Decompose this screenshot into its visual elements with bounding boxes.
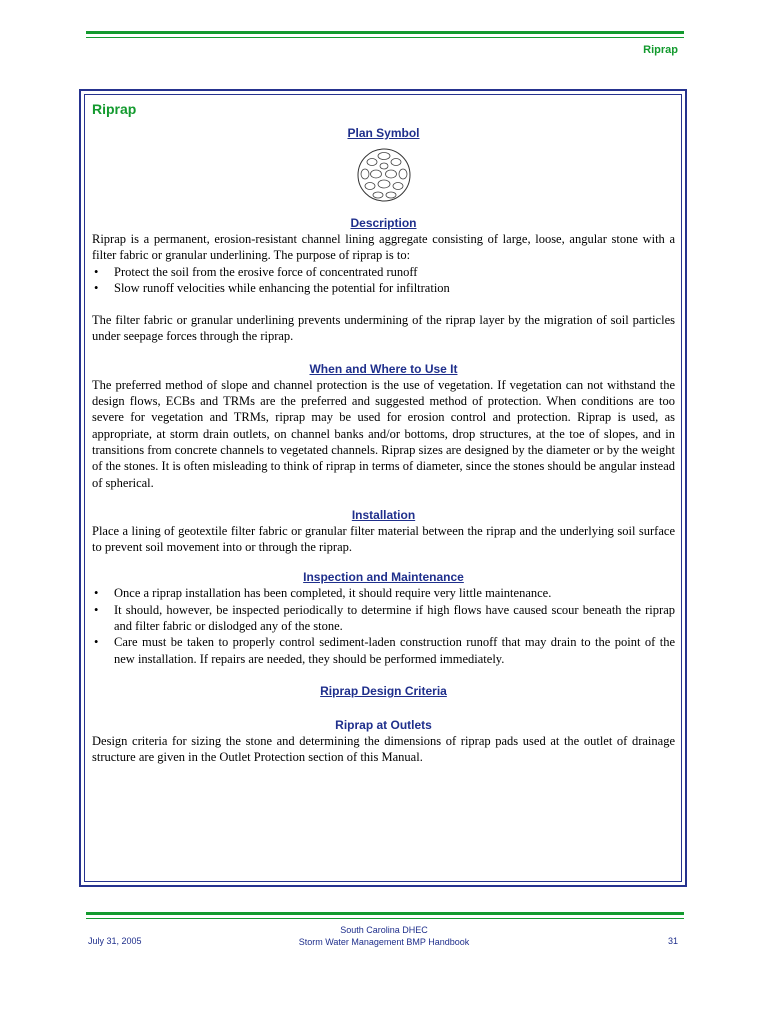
running-header-title: Riprap (643, 44, 678, 56)
installation-paragraph: Place a lining of geotextile filter fabric or granular filter material between the riprap and the underlying soil surface to prevent soil movement into or through the riprap. (92, 523, 675, 555)
content-frame (79, 89, 687, 887)
description-bullet-item (92, 280, 675, 296)
inspection-bullet-list (92, 585, 675, 666)
bullet-text: It should, however, be inspected periodically to determine if high flows have caused scour beneath the riprap and filter fabric or dislodged any of the stone. (114, 602, 675, 634)
page-number: 31 (667, 936, 678, 946)
footer-rule-thick (86, 912, 684, 915)
inspection-bullet-item (92, 585, 675, 601)
section-title: Riprap (92, 101, 137, 117)
description-bullet-item (92, 264, 675, 280)
bullet-icon: • (94, 635, 99, 650)
inspection-bullet-item (92, 602, 675, 635)
description-paragraph-1: Riprap is a permanent, erosion-resistant channel lining aggregate consisting of large, loose, angular stone with a filter fabric or granular underlining. The purpose of riprap is to: (92, 232, 675, 263)
bullet-icon: • (94, 586, 99, 601)
bullet-icon: • (94, 602, 99, 617)
bullet-icon: • (94, 264, 99, 279)
description-paragraph-2: The filter fabric or granular underlining prevents undermining of the riprap layer by the migration of soil particles under seepage forces through the riprap. (92, 313, 675, 344)
header-rule-thin (86, 37, 684, 38)
header-rule-thick (86, 31, 684, 34)
footer-rule-thin (86, 918, 684, 919)
bullet-text: Care must be taken to properly control sediment-laden construction runoff that may drain to the point of the new installation. If repairs are needed, they should be performed immediately. (114, 635, 675, 666)
content-frame-inner (84, 94, 682, 882)
design-criteria-heading: Riprap Design Criteria (320, 683, 447, 698)
plan-symbol-heading: Plan Symbol (347, 126, 420, 140)
bullet-text: Once a riprap installation has been completed, it should require very little maintenance. (114, 586, 552, 601)
riprap-symbol-icon (356, 147, 412, 203)
footer-date: July 31, 2005 (88, 936, 142, 946)
description-heading: Description (350, 216, 417, 230)
footer-handbook: Storm Water Management BMP Handbook (298, 937, 470, 947)
bullet-icon: • (94, 280, 99, 295)
footer-agency: South Carolina DHEC (340, 925, 428, 935)
plan-symbol (92, 147, 675, 203)
when-where-heading: When and Where to Use It (309, 361, 458, 376)
when-where-paragraph: The preferred method of slope and channel protection is the use of vegetation. If vegetation can not withstand the design flows, ECBs and TRMs are the preferred and suggested method of protection. When conditions are too severe for vegetation and TRMs, riprap may be used for erosion control and protection. Riprap is used, as appropriate, at storm drain outlets, on channel banks and/or bottoms, drop structures, at the toe of slopes, and in transitions from concrete channels to vegetated channels. Riprap sizes are designed by the diameter or by the weight of the stones. It is often misleading to think of riprap in terms of diameter, since the stones should be angular instead of spherical. (92, 377, 675, 490)
bullet-text: Protect the soil from the erosive force of concentrated runoff (114, 264, 418, 279)
installation-heading: Installation (351, 507, 416, 522)
description-bullet-list (92, 264, 675, 297)
design-criteria-paragraph: Design criteria for sizing the stone and determining the dimensions of riprap pads used at the outlet of drainage structure are given in the Outlet Protection section of this Manual. (92, 733, 675, 765)
bullet-text: Slow runoff velocities while enhancing the potential for infiltration (114, 280, 450, 295)
inspection-bullet-item (92, 634, 675, 667)
riprap-outlets-subheading: Riprap at Outlets (335, 717, 432, 732)
inspection-heading: Inspection and Maintenance (303, 570, 464, 585)
